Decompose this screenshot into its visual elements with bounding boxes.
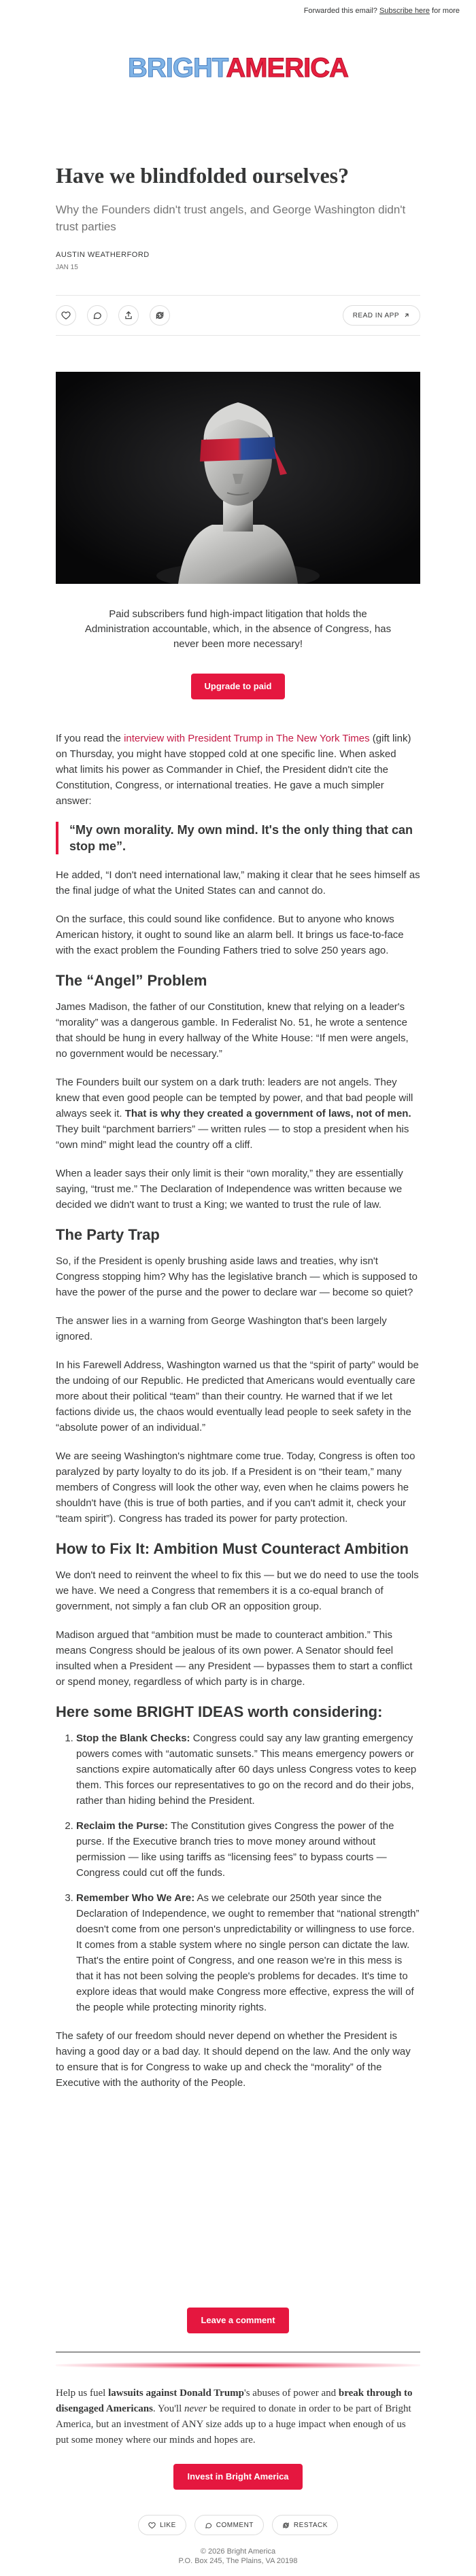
post-subtitle: Why the Founders didn't trust angels, and George Washington didn't trust parties (56, 203, 406, 233)
logo-bright: BRIGHT (127, 53, 226, 83)
restack-button[interactable] (150, 305, 170, 326)
restack-icon (282, 2522, 290, 2529)
paragraph: He added, “I don't need international law,” making it clear that he sees himself as the final judge of what the United States can and cannot do. (56, 869, 420, 897)
paragraph: The safety of our freedom should never depend on whether the President is having a good day or a bad day. It should depend on the law. And the only way to ensure that is for Congress to wake up and check the “morality” of the Executive with the authority of the People. (56, 2030, 411, 2089)
section-heading: The “Angel” Problem (56, 972, 207, 989)
list-item (76, 1730, 420, 1809)
section-heading: How to Fix It: Ambition Must Counteract Ambition (56, 1540, 409, 1557)
forwarded-text: Forwarded this email? (303, 7, 377, 15)
comment-pill-button[interactable] (194, 2515, 264, 2535)
bold-text: lawsuits against Donald Trump (108, 2388, 244, 2399)
like-label: LIKE (160, 2521, 176, 2529)
restack-icon (155, 311, 165, 320)
post-actions-bar (56, 295, 420, 336)
nyt-interview-link[interactable]: interview with President Trump in The New York Times (124, 733, 370, 744)
like-pill-button[interactable] (138, 2515, 186, 2535)
text-run: 's abuses of power and (244, 2388, 339, 2399)
forwarded-suffix: for more (432, 7, 460, 15)
text-run: . You'll (152, 2403, 184, 2414)
publication-logo[interactable] (0, 53, 476, 84)
share-icon (124, 311, 133, 320)
read-in-app-button[interactable] (343, 305, 420, 326)
restack-label: RESTACK (293, 2521, 328, 2529)
paragraph: Madison argued that “ambition must be made to counteract ambition.” This means Congress should be jealous of its own power. A Senator should feel insulted when a President — any President — bypasses them to start a conflict or spend money, regardless of which party is in charge. (56, 1629, 413, 1688)
bold-text: Reclaim the Purse: (76, 1820, 169, 1832)
paragraph: In his Farewell Address, Washington warned us that the “spirit of party” would be the undoing of our Republic. He predicted that Americans would eventually care more about their political “team” than their country. He warned that if we let factions divide us, the chaos would eventually lead people to seek safety in the “absolute power of an individual.” (56, 1359, 419, 1433)
post-title[interactable]: Have we blindfolded ourselves? (56, 163, 350, 188)
restack-pill-button[interactable] (272, 2515, 338, 2535)
bold-text: That is why they created a government of laws, not of men. (124, 1108, 411, 1119)
bold-text: break through to disengaged Americans (56, 2388, 413, 2414)
copyright: © 2026 Bright America (200, 2547, 276, 2556)
legal-footer (0, 2547, 476, 2566)
comment-icon (205, 2522, 212, 2529)
text-run: The Founders built our system on a dark truth: leaders are not angels. They knew that even good people can be tempted by power, and that bad people will always seek it. (56, 1077, 413, 1119)
text-run: If you read the (56, 733, 124, 744)
upgrade-to-paid-button[interactable]: Upgrade to paid (191, 674, 286, 699)
paragraph: So, if the President is openly brushing aside laws and treaties, why isn't Congress stopping him? Why has the legislative branch — which is supposed to have the power of the purse and the power to declare war — become so quiet? (56, 1255, 418, 1298)
text-run: Congress could say any law granting emergency powers comes with “automatic sunsets.” This means emergency powers or sanctions expire automatically after 60 days unless Congress votes to keep them. This forces our representatives to go on the record and do their jobs, rather than hiding behind the President. (76, 1733, 417, 1807)
section-heading: The Party Trap (56, 1226, 160, 1243)
leave-comment-button[interactable]: Leave a comment (187, 2308, 288, 2333)
paragraph: We don't need to reinvent the wheel to fix this — but we do need to use the tools we have. We need a Congress that remembers it is a co-equal branch of government, not simply a fan club OR an opposition group. (56, 1569, 419, 1612)
like-button[interactable] (56, 305, 76, 326)
invest-button[interactable]: Invest in Bright America (173, 2464, 302, 2490)
forwarded-line (304, 7, 460, 15)
heart-icon (61, 311, 71, 320)
red-glow-divider (56, 2362, 420, 2369)
paragraph (56, 1075, 420, 1153)
comment-button[interactable] (87, 305, 107, 326)
paid-promo-text: Paid subscribers fund high-impact litigation that holds the Administration accountable, which, in the absence of Congress, has never been more necessary! (84, 608, 392, 650)
arrow-up-right-icon (403, 312, 410, 319)
comment-cta-wrap (0, 2308, 476, 2333)
section-heading: Here some BRIGHT IDEAS worth considering: (56, 1703, 383, 1720)
paragraph: The answer lies in a warning from George Washington that's been largely ignored. (56, 1315, 387, 1342)
paragraph: On the surface, this could sound like confidence. But to anyone who knows American history, it ought to sound like an alarm bell. It brings us face-to-face with the exact problem the Founding Fathers tried to solve 250 years ago. (56, 913, 404, 956)
italic-text: never (184, 2403, 207, 2414)
pull-quote: “My own morality. My own mind. It's the only thing that can stop me”. (56, 822, 420, 854)
bold-text: Remember Who We Are: (76, 1892, 195, 1904)
upgrade-cta-wrap (0, 674, 476, 699)
paragraph: We are seeing Washington's nightmare come true. Today, Congress is often too paralyzed by party loyalty to do its job. If a President is on “their team,” many members of Congress will look the other way, even when he claims powers he shouldn't have (this is true of both parties, and if you can't admit it, check your “team spirit”). Congress has traded its power for party protection. (56, 1450, 415, 1525)
paragraph (56, 731, 420, 809)
address: P.O. Box 245, The Plains, VA 20198 (178, 2557, 298, 2565)
text-run: be required to donate in order to be part of Bright America, but an investment of ANY size adds up to a huge impact when enough of us put some money where our minds and hopes are. (56, 2403, 411, 2446)
text-run: Help us fuel (56, 2388, 109, 2399)
donation-appeal (56, 2386, 420, 2448)
list-item (76, 1818, 420, 1881)
blindfolded-bust-image (56, 372, 420, 584)
text-run: They built “parchment barriers” — written rules — to stop a president when his “own mind” might lead the country off a cliff. (56, 1124, 409, 1151)
comment-icon (92, 311, 102, 320)
paragraph: James Madison, the father of our Constitution, knew that relying on a leader's “morality” was a dangerous gamble. In Federalist No. 51, he wrote a sentence that should be hung in every hallway of the White House: “If men were angels, no government would be necessary.” (56, 1001, 409, 1060)
hero-image[interactable] (56, 372, 420, 584)
paragraph: When a leader says their only limit is their “own morality,” they are essentially saying, “trust me.” The Declaration of Independence was written because we decided we didn't want to trust a King; we wanted to trust the rule of law. (56, 1168, 403, 1211)
post-author[interactable]: AUSTIN WEATHERFORD (56, 251, 150, 259)
comment-label: COMMENT (216, 2521, 254, 2529)
list-item (76, 1890, 420, 2015)
logo-america: AMERICA (226, 53, 349, 83)
heart-icon (148, 2522, 156, 2529)
text-run: The Constitution gives Congress the power of the purse. If the Executive branch tries to move money around without permission — like using tariffs as “licensing fees” to bypass courts — Congress could cut off the funds. (76, 1820, 394, 1879)
post-date: JAN 15 (56, 264, 78, 271)
text-run: As we celebrate our 250th year since the Declaration of Independence, we ought to remember that “national strength” doesn't come from one person's unpredictability or willingness to use force. It comes from a stable system where no single person can dictate the law. That's the entire point of Congress, and one reason we're in this mess is that it has not been solving the people's problems for decades. It's time to explore ideas that would make Congress more effective, express the will of the people while protecting minority rights. (76, 1892, 420, 2013)
subscribe-link[interactable]: Subscribe here (379, 7, 430, 15)
ideas-list (56, 1730, 420, 2015)
share-button[interactable] (118, 305, 139, 326)
footer-actions (0, 2515, 476, 2535)
bold-text: Stop the Blank Checks: (76, 1733, 190, 1744)
invest-cta-wrap (0, 2464, 476, 2490)
read-in-app-label: READ IN APP (352, 311, 399, 319)
text-run: (gift link) on Thursday, you might have stopped cold at one specific line. When asked what limits his power as Commander in Chief, the President didn't cite the Constitution, Congress, or international treaties. He gave a much simpler answer: (56, 733, 411, 807)
post-body (56, 731, 420, 2104)
